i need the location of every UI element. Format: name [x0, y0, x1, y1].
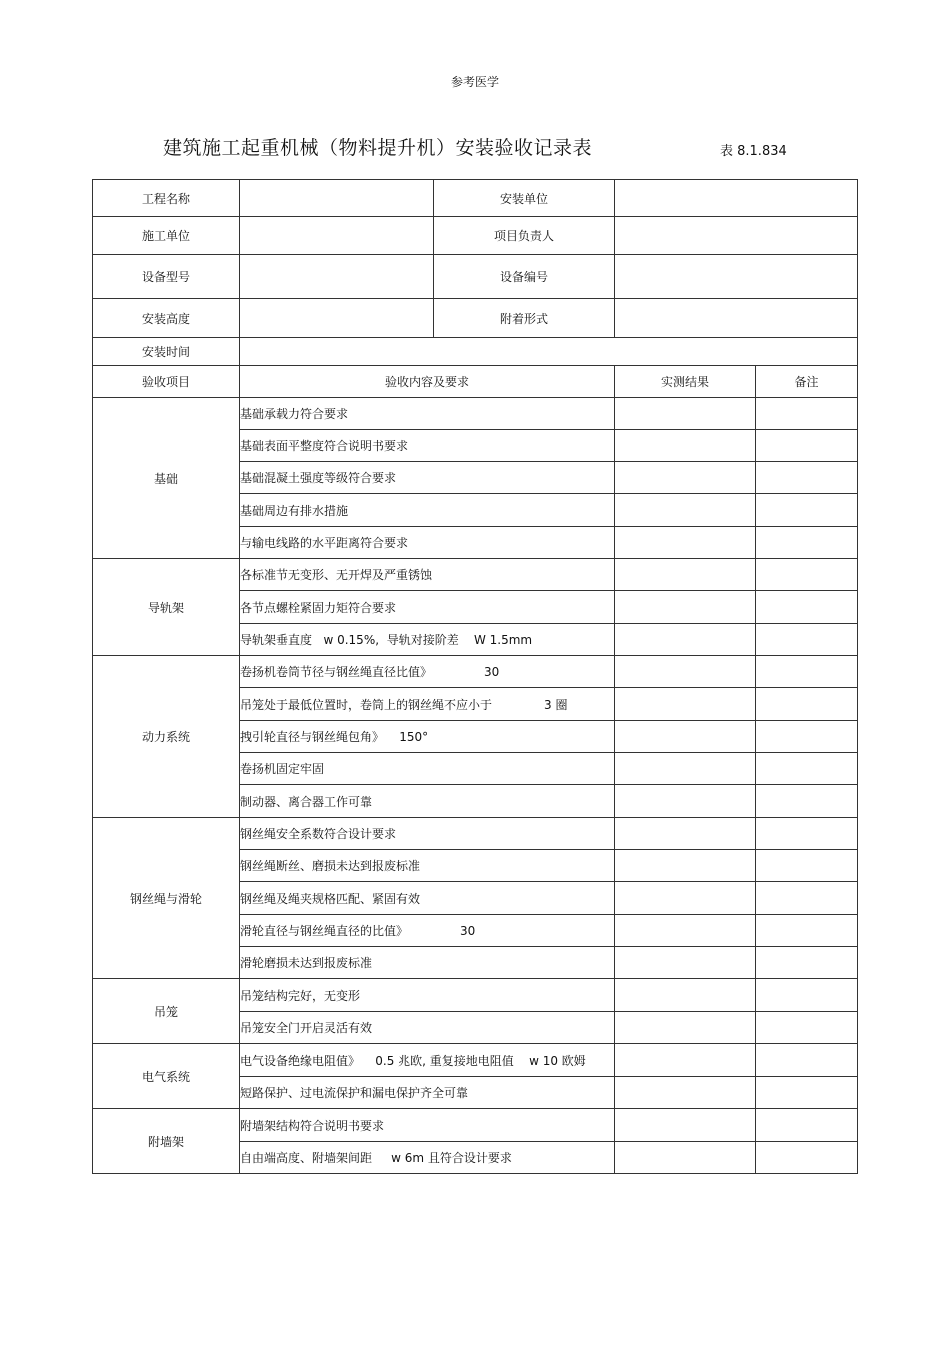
- result-cell[interactable]: [615, 462, 756, 494]
- page-header: 参考医学: [450, 75, 499, 89]
- remark-cell[interactable]: [756, 430, 858, 462]
- col-result: 实测结果: [615, 366, 756, 398]
- requirement: 基础表面平整度符合说明书要求: [240, 430, 615, 462]
- section-name: 导轨架: [93, 559, 240, 656]
- section-name: 动力系统: [93, 656, 240, 818]
- requirement-value: 30: [484, 665, 500, 679]
- info-row: [93, 255, 858, 299]
- remark-cell[interactable]: [756, 1012, 858, 1044]
- requirement: 钢丝绳断丝、磨损未达到报废标准: [240, 850, 615, 882]
- construction-unit-value[interactable]: [240, 217, 434, 255]
- equipment-model-value[interactable]: [240, 255, 434, 299]
- result-cell[interactable]: [615, 559, 756, 591]
- requirement: 卷扬机固定牢固: [240, 753, 615, 785]
- install-height-value[interactable]: [240, 299, 434, 338]
- result-cell[interactable]: [615, 785, 756, 818]
- requirement: 吊笼安全门开启灵活有效: [240, 1012, 615, 1044]
- remark-cell[interactable]: [756, 527, 858, 559]
- result-cell[interactable]: [615, 947, 756, 979]
- col-remark: 备注: [756, 366, 858, 398]
- result-cell[interactable]: [615, 1077, 756, 1109]
- attachment-form-label: 附着形式: [434, 299, 615, 338]
- result-cell[interactable]: [615, 1109, 756, 1142]
- install-unit-label: 安装单位: [434, 180, 615, 217]
- requirement: 各节点螺栓紧固力矩符合要求: [240, 591, 615, 624]
- remark-cell[interactable]: [756, 979, 858, 1012]
- result-cell[interactable]: [615, 494, 756, 527]
- result-cell[interactable]: [615, 979, 756, 1012]
- result-cell[interactable]: [615, 753, 756, 785]
- rail-vertical-label: 导轨架垂直度: [240, 633, 313, 647]
- column-header-row: [93, 366, 858, 398]
- requirement: 制动器、离合器工作可靠: [240, 785, 615, 818]
- result-cell[interactable]: [615, 1044, 756, 1077]
- remark-cell[interactable]: [756, 591, 858, 624]
- result-cell[interactable]: [615, 882, 756, 915]
- equipment-model-label: 设备型号: [93, 255, 240, 299]
- requirement: [240, 915, 615, 947]
- table-row: [93, 1109, 858, 1142]
- table-row: [93, 656, 858, 688]
- col-item: 验收项目: [93, 366, 240, 398]
- project-name-value[interactable]: [240, 180, 434, 217]
- requirement: [240, 1142, 615, 1174]
- result-cell[interactable]: [615, 591, 756, 624]
- requirement-value: 0.5 兆欧, 重复接地电阻值: [375, 1053, 514, 1068]
- remark-cell[interactable]: [756, 1109, 858, 1142]
- section-name: 钢丝绳与滑轮: [93, 818, 240, 979]
- table-row: [93, 1044, 858, 1077]
- remark-cell[interactable]: [756, 947, 858, 979]
- requirement: 各标准节无变形、无开焊及严重锈蚀: [240, 559, 615, 591]
- remark-cell[interactable]: [756, 398, 858, 430]
- result-cell[interactable]: [615, 915, 756, 947]
- table-code: 表 8.1.834: [720, 144, 787, 159]
- requirement: [240, 1044, 615, 1077]
- section-name: 附墙架: [93, 1109, 240, 1174]
- remark-cell[interactable]: [756, 624, 858, 656]
- requirement-text: 拽引轮直径与钢丝绳包角》: [240, 730, 385, 744]
- remark-cell[interactable]: [756, 1077, 858, 1109]
- remark-cell[interactable]: [756, 559, 858, 591]
- info-row: [93, 299, 858, 338]
- requirement-text: 电气设备绝缘电阻值》: [240, 1053, 361, 1068]
- result-cell[interactable]: [615, 721, 756, 753]
- requirement: 基础混凝土强度等级符合要求: [240, 462, 615, 494]
- result-cell[interactable]: [615, 688, 756, 721]
- remark-cell[interactable]: [756, 656, 858, 688]
- requirement-value: w 10 欧姆: [529, 1053, 586, 1068]
- remark-cell[interactable]: [756, 494, 858, 527]
- info-row: [93, 180, 858, 217]
- project-leader-label: 项目负责人: [434, 217, 615, 255]
- table-row: [93, 559, 858, 591]
- requirement: 与输电线路的水平距离符合要求: [240, 527, 615, 559]
- requirement: [240, 624, 615, 656]
- result-cell[interactable]: [615, 656, 756, 688]
- remark-cell[interactable]: [756, 850, 858, 882]
- requirement: 基础承载力符合要求: [240, 398, 615, 430]
- equipment-number-value[interactable]: [615, 255, 858, 299]
- install-time-value[interactable]: [240, 338, 858, 366]
- project-name-label: 工程名称: [93, 180, 240, 217]
- remark-cell[interactable]: [756, 882, 858, 915]
- result-cell[interactable]: [615, 527, 756, 559]
- table-row: [93, 398, 858, 430]
- remark-cell[interactable]: [756, 818, 858, 850]
- requirement: 附墙架结构符合说明书要求: [240, 1109, 615, 1142]
- form-title: 建筑施工起重机械（物料提升机）安装验收记录表: [163, 137, 593, 159]
- requirement-value: w 6m 且符合设计要求: [391, 1151, 512, 1165]
- section-name: 基础: [93, 398, 240, 559]
- result-cell[interactable]: [615, 430, 756, 462]
- remark-cell[interactable]: [756, 721, 858, 753]
- result-cell[interactable]: [615, 1142, 756, 1174]
- requirement: 基础周边有排水措施: [240, 494, 615, 527]
- table-row: [93, 979, 858, 1012]
- remark-cell[interactable]: [756, 688, 858, 721]
- requirement: 滑轮磨损未达到报废标准: [240, 947, 615, 979]
- remark-cell[interactable]: [756, 753, 858, 785]
- section-name: 吊笼: [93, 979, 240, 1044]
- rail-step-value: W 1.5mm: [473, 633, 533, 647]
- remark-cell[interactable]: [756, 915, 858, 947]
- requirement: [240, 721, 615, 753]
- result-cell[interactable]: [615, 850, 756, 882]
- requirement-value: 3 圈: [544, 697, 568, 712]
- section-name: 电气系统: [93, 1044, 240, 1109]
- rail-step-label: 导轨对接阶差: [386, 633, 459, 647]
- equipment-number-label: 设备编号: [434, 255, 615, 299]
- construction-unit-label: 施工单位: [93, 217, 240, 255]
- result-cell[interactable]: [615, 398, 756, 430]
- install-time-label: 安装时间: [93, 338, 240, 366]
- table-row: [93, 818, 858, 850]
- remark-cell[interactable]: [756, 785, 858, 818]
- requirement-text: 自由端高度、附墙架间距: [240, 1151, 373, 1165]
- requirement-text: 滑轮直径与钢丝绳直径的比值》: [240, 924, 409, 938]
- remark-cell[interactable]: [756, 1044, 858, 1077]
- install-height-label: 安装高度: [93, 299, 240, 338]
- requirement: 钢丝绳安全系数符合设计要求: [240, 818, 615, 850]
- requirement-value: 30: [460, 924, 476, 938]
- rail-vertical-value: w 0.15%,: [323, 633, 380, 647]
- requirement-value: 150°: [399, 730, 429, 744]
- requirement: 短路保护、过电流保护和漏电保护齐全可靠: [240, 1077, 615, 1109]
- result-cell[interactable]: [615, 1012, 756, 1044]
- result-cell[interactable]: [615, 818, 756, 850]
- install-unit-value[interactable]: [615, 180, 858, 217]
- requirement-text: 卷扬机卷筒节径与钢丝绳直径比值》: [240, 665, 433, 679]
- remark-cell[interactable]: [756, 1142, 858, 1174]
- result-cell[interactable]: [615, 624, 756, 656]
- remark-cell[interactable]: [756, 462, 858, 494]
- requirement: [240, 656, 615, 688]
- requirement: [240, 688, 615, 721]
- info-row: [93, 217, 858, 255]
- info-row: [93, 338, 858, 366]
- requirement: 钢丝绳及绳夹规格匹配、紧固有效: [240, 882, 615, 915]
- acceptance-table: [92, 179, 858, 1174]
- attachment-form-value[interactable]: [615, 299, 858, 338]
- requirement: 吊笼结构完好，无变形: [240, 979, 615, 1012]
- project-leader-value[interactable]: [615, 217, 858, 255]
- requirement-text: 吊笼处于最低位置时，卷筒上的钢丝绳不应小于: [240, 697, 493, 712]
- col-content: 验收内容及要求: [240, 366, 615, 398]
